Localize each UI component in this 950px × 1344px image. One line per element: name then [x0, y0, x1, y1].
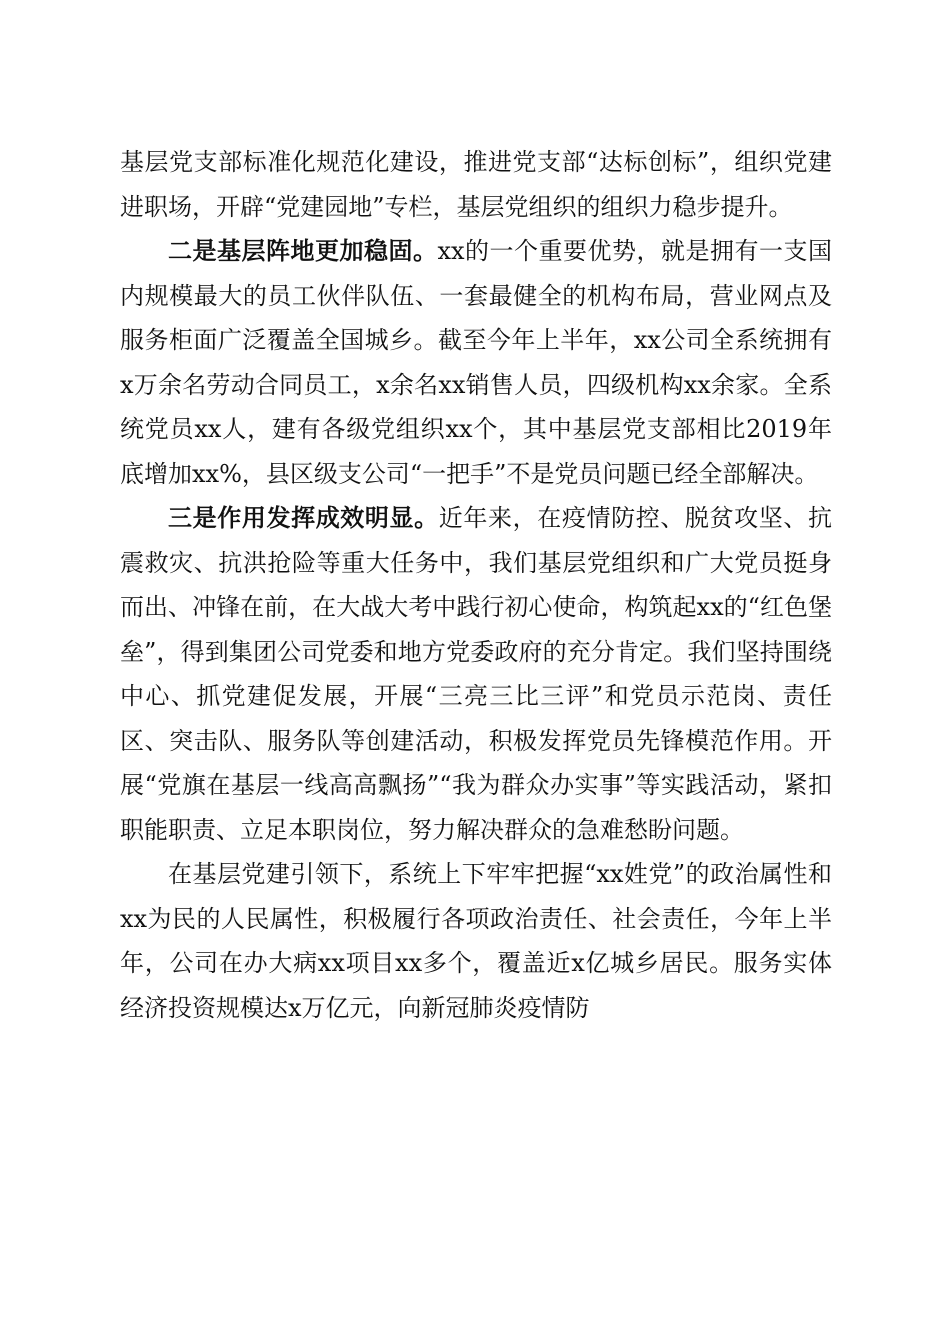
- paragraph-2: [120, 229, 832, 496]
- paragraph-3-lead: 三是作用发挥成效明显。: [168, 503, 439, 532]
- paragraph-3: [120, 496, 832, 852]
- paragraph-4-text: 在基层党建引领下，系统上下牢牢把握“xx姓党”的政治属性和xx为民的人民属性，积极履行各项政治责任、社会责任，今年上半年，公司在办大病xx项目xx多个，覆盖近x亿城乡居民。服务实体经济投资规模达x万亿元，向新冠肺炎疫情防: [120, 860, 832, 1022]
- paragraph-1-text: 基层党支部标准化规范化建设，推进党支部“达标创标”，组织党建进职场，开辟“党建园地”专栏，基层党组织的组织力稳步提升。: [120, 148, 832, 221]
- paragraph-1: [120, 140, 832, 229]
- paragraph-3-text: 近年来，在疫情防控、脱贫攻坚、抗震救灾、抗洪抢险等重大任务中，我们基层党组织和广大党员挺身而出、冲锋在前，在大战大考中践行初心使命，构筑起xx的“红色堡垒”，得到集团公司党委和地方党委政府的充分肯定。我们坚持围绕中心、抓党建促发展，开展“三亮三比三评”和党员示范岗、责任区、突击队、服务队等创建活动，积极发挥党员先锋模范作用。开展“党旗在基层一线高高飘扬”“我为群众办实事”等实践活动，紧扣职能职责、立足本职岗位，努力解决群众的急难愁盼问题。: [120, 504, 833, 844]
- document-body: [120, 140, 832, 1030]
- paragraph-2-lead: 二是基层阵地更加稳固。: [168, 236, 438, 265]
- paragraph-4: [120, 852, 832, 1030]
- paragraph-2-text: xx的一个重要优势，就是拥有一支国内规模最大的员工伙伴队伍、一套最健全的机构布局，营业网点及服务柜面广泛覆盖全国城乡。截至今年上半年，xx公司全系统拥有x万余名劳动合同员工，x余名xx销售人员，四级机构xx余家。全系统党员xx人，建有各级党组织xx个，其中基层党支部相比2019年底增加xx%，县区级支公司“一把手”不是党员问题已经全部解决。: [120, 237, 832, 488]
